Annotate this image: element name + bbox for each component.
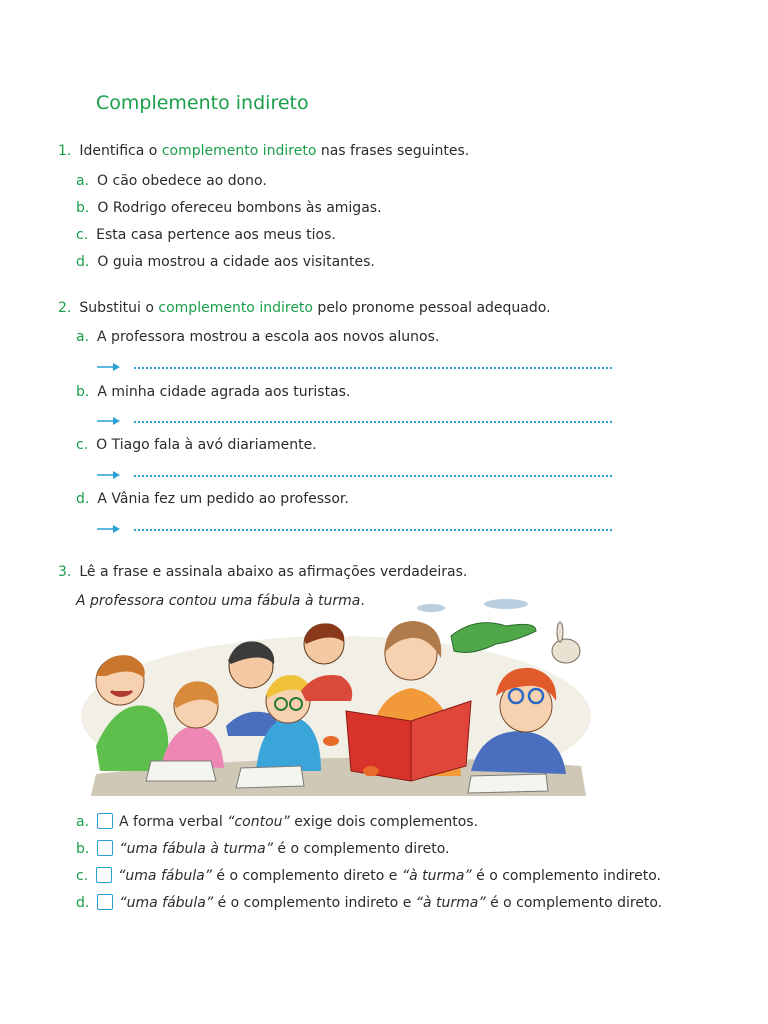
checkbox[interactable] — [97, 840, 113, 856]
item-text: é o complemento indireto e — [213, 895, 416, 911]
item-letter: c. — [76, 437, 89, 453]
item-letter: a. — [76, 173, 90, 189]
dotted-line — [134, 529, 612, 531]
sentence-italic: A professora contou uma fábula à turma — [76, 593, 361, 609]
answer-line[interactable] — [96, 415, 616, 427]
item-text: é o complemento direto. — [272, 841, 450, 857]
item-text: é o complemento indireto. — [471, 868, 661, 884]
dotted-line — [134, 421, 612, 423]
item-text: é o complemento direto. — [485, 895, 663, 911]
arrow-right-icon — [96, 469, 122, 481]
dotted-line — [134, 367, 612, 369]
answer-line[interactable] — [96, 361, 616, 373]
item-quote: “uma fábula à turma” — [119, 841, 273, 857]
item-letter: b. — [76, 841, 90, 857]
question-text-pre: Identifica o — [79, 143, 162, 159]
item-letter: c. — [76, 868, 89, 884]
item-letter: b. — [76, 200, 90, 216]
arrow-right-icon — [96, 415, 122, 427]
list-item — [76, 329, 439, 345]
item-letter: a. — [76, 814, 90, 830]
question-text-pre: Substitui o — [79, 300, 159, 316]
highlight-term: complemento indireto — [158, 300, 313, 316]
checkbox[interactable] — [96, 867, 112, 883]
list-item — [76, 813, 478, 830]
arrow-right-icon — [96, 523, 122, 535]
item-quote: “contou” — [227, 814, 290, 830]
item-text: A forma verbal — [119, 814, 228, 830]
list-item — [76, 894, 662, 911]
item-letter: d. — [76, 254, 90, 270]
item-text: A minha cidade agrada aos turistas. — [97, 384, 351, 400]
answer-line[interactable] — [96, 469, 616, 481]
dotted-line — [134, 475, 612, 477]
item-quote: “à turma” — [401, 868, 472, 884]
list-item — [76, 227, 336, 243]
arrow-right-icon — [96, 361, 122, 373]
item-letter: c. — [76, 227, 89, 243]
question-number: 1. — [58, 143, 72, 159]
list-item — [76, 254, 375, 270]
item-text: A professora mostrou a escola aos novos alunos. — [97, 329, 440, 345]
item-letter: b. — [76, 384, 90, 400]
item-letter: d. — [76, 895, 90, 911]
question-3 — [58, 564, 467, 580]
item-text: O Rodrigo ofereceu bombons às amigas. — [97, 200, 382, 216]
item-text: O Tiago fala à avó diariamente. — [96, 437, 317, 453]
page-title: Complemento indireto — [96, 92, 309, 114]
answer-line[interactable] — [96, 523, 616, 535]
item-quote: “uma fábula” — [119, 895, 214, 911]
question-text-post: nas frases seguintes. — [316, 143, 470, 159]
item-letter: d. — [76, 491, 90, 507]
highlight-term: complemento indireto — [161, 143, 317, 159]
list-item — [76, 867, 661, 884]
checkbox[interactable] — [97, 894, 113, 910]
item-text: O cão obedece ao dono. — [97, 173, 267, 189]
list-item — [76, 173, 267, 189]
question-number: 2. — [58, 300, 72, 316]
item-text: O guia mostrou a cidade aos visitantes. — [97, 254, 375, 270]
list-item — [76, 200, 382, 216]
checkbox[interactable] — [97, 813, 113, 829]
item-letter: a. — [76, 329, 90, 345]
list-item — [76, 491, 349, 507]
list-item — [76, 384, 350, 400]
item-text: exige dois complementos. — [289, 814, 479, 830]
question-1 — [58, 143, 469, 159]
classroom-illustration — [76, 596, 596, 801]
item-quote: “uma fábula” — [118, 868, 212, 884]
question-text: Lê a frase e assinala abaixo as afirmações verdadeiras. — [79, 564, 468, 580]
question-text-post: pelo pronome pessoal adequado. — [312, 300, 551, 316]
item-text: A Vânia fez um pedido ao professor. — [97, 491, 349, 507]
item-text: Esta casa pertence aos meus tios. — [96, 227, 336, 243]
sentence-end: . — [360, 593, 365, 609]
item-quote: “à turma” — [415, 895, 486, 911]
list-item — [76, 437, 317, 453]
question-number: 3. — [58, 564, 72, 580]
question-2 — [58, 300, 551, 316]
item-text: é o complemento direto e — [211, 868, 402, 884]
list-item — [76, 840, 450, 857]
